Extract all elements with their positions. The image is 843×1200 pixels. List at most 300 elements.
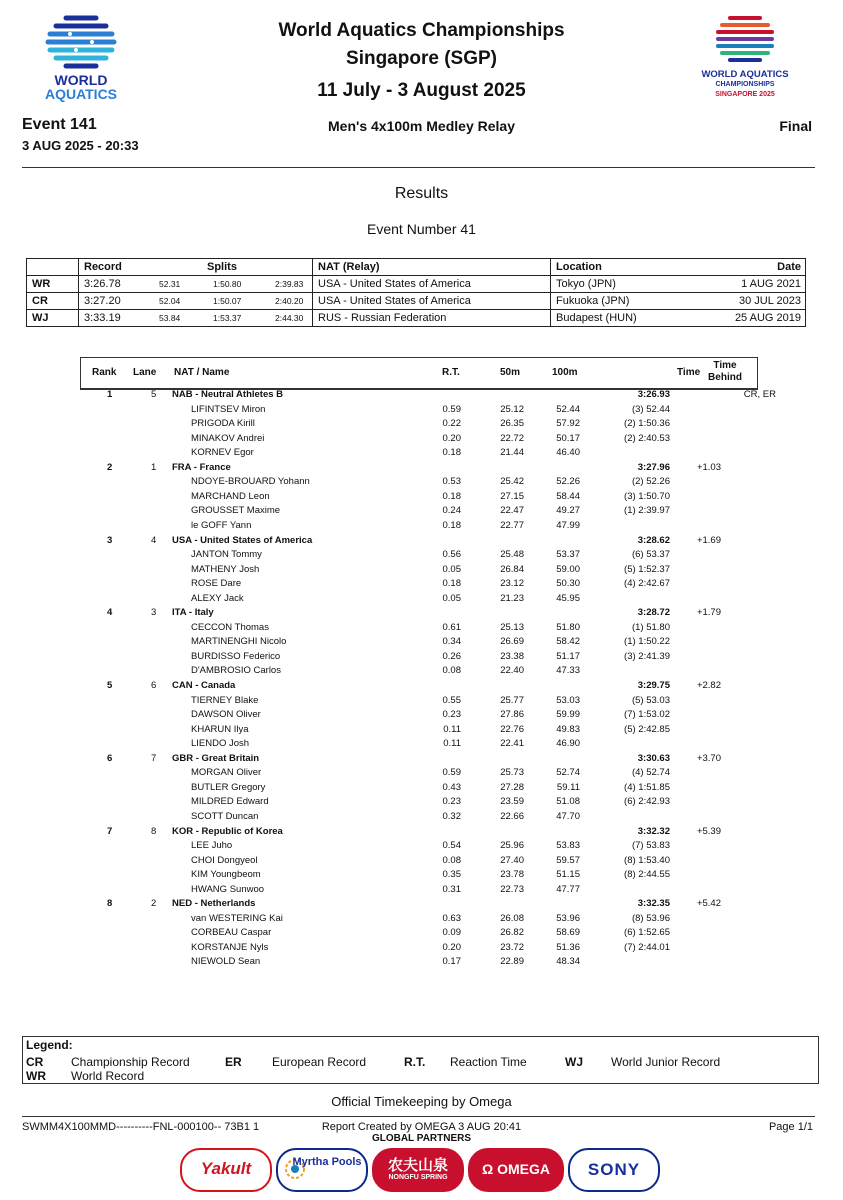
cumulative-split: (1) 1:50.22 <box>624 636 670 648</box>
reaction-time: 0.20 <box>442 432 461 444</box>
record-split-1: 52.31 <box>159 279 181 289</box>
split-50m: 26.84 <box>500 563 524 575</box>
team-row <box>0 535 843 549</box>
legend-code: CR <box>26 1055 44 1069</box>
team-time: 3:28.62 <box>637 534 670 546</box>
team-row <box>0 607 843 621</box>
split-100m: 53.37 <box>556 549 580 561</box>
cumulative-split: (6) 1:52.65 <box>624 927 670 939</box>
swimmer-row <box>0 811 843 825</box>
split-100m: 48.34 <box>556 956 580 968</box>
split-100m: 46.40 <box>556 447 580 459</box>
lane: 7 <box>151 752 157 764</box>
cumulative-split: (4) 52.74 <box>631 767 670 779</box>
team-time: 3:30.63 <box>637 752 670 764</box>
records-col-divider <box>78 259 79 326</box>
swimmer-name: JANTON Tommy <box>191 549 262 561</box>
records-header-record: Record <box>84 261 122 273</box>
reaction-time: 0.08 <box>442 854 461 866</box>
reaction-time: 0.56 <box>442 549 461 561</box>
swimmer-name: CECCON Thomas <box>191 621 269 633</box>
time-behind: +3.70 <box>696 752 721 764</box>
records-header <box>27 259 805 275</box>
team-name: NED - Netherlands <box>172 898 256 910</box>
split-50m: 23.78 <box>500 869 524 881</box>
swimmer-name: MILDRED Edward <box>191 796 269 808</box>
swimmer-row <box>0 593 843 607</box>
reaction-time: 0.32 <box>442 810 461 822</box>
legend-code: R.T. <box>404 1055 426 1069</box>
reaction-time: 0.11 <box>443 738 461 750</box>
col-nat-name: NAT / Name <box>174 367 230 378</box>
cumulative-split: (2) 1:50.36 <box>624 418 670 430</box>
split-100m: 58.44 <box>556 490 580 502</box>
split-50m: 23.12 <box>500 578 524 590</box>
legend-title: Legend: <box>26 1038 73 1052</box>
sponsor-yakult-text: Yakult <box>200 1159 252 1178</box>
rank: 1 <box>107 389 113 400</box>
swimmer-row <box>0 695 843 709</box>
swimmer-row <box>0 476 843 490</box>
split-100m: 52.44 <box>556 403 580 415</box>
swimmer-name: ROSE Dare <box>191 578 242 590</box>
split-100m: 51.17 <box>556 650 580 662</box>
record-split-2: 1:50.80 <box>213 279 242 289</box>
cumulative-split: (6) 2:42.93 <box>624 796 670 808</box>
time-behind: +5.42 <box>696 898 721 910</box>
cumulative-split: (2) 52.26 <box>631 476 670 488</box>
record-time: 3:33.19 <box>84 312 121 324</box>
swimmer-name: BURDISSO Federico <box>191 650 281 662</box>
swimmer-row <box>0 404 843 418</box>
swimmer-row <box>0 855 843 869</box>
team-row <box>0 680 843 694</box>
lane: 2 <box>151 898 157 910</box>
team-row <box>0 753 843 767</box>
swimmer-name: MARCHAND Leon <box>191 490 270 502</box>
sponsor-nongfu-english: NONGFU SPRING <box>388 1174 448 1181</box>
swimmer-name: KORSTANJE Nyls <box>191 941 269 953</box>
split-100m: 52.26 <box>556 476 580 488</box>
event-label: Event 141 <box>22 116 97 133</box>
split-50m: 21.44 <box>500 447 524 459</box>
reaction-time: 0.20 <box>442 941 461 953</box>
time-behind: +1.69 <box>696 534 721 546</box>
split-100m: 51.08 <box>556 796 580 808</box>
record-split-2: 1:53.37 <box>213 313 242 323</box>
record-nat: USA - United States of America <box>318 278 471 290</box>
swimmer-name: BUTLER Gregory <box>191 781 266 793</box>
document-code: SWMM4X100MMD----------FNL-000100-- 73B1 1 <box>22 1121 260 1133</box>
logo-text-singapore: SINGAPORE 2025 <box>715 91 775 98</box>
page-number: Page 1/1 <box>768 1121 813 1133</box>
swimmer-row <box>0 418 843 432</box>
split-50m: 26.82 <box>500 927 524 939</box>
team-name: FRA - France <box>172 461 231 473</box>
cumulative-split: (4) 1:51.85 <box>624 781 670 793</box>
reaction-time: 0.17 <box>442 956 461 968</box>
split-50m: 25.48 <box>500 549 524 561</box>
team-name: KOR - Republic of Korea <box>172 825 283 837</box>
lane: 5 <box>151 389 157 400</box>
cumulative-split: (5) 2:42.85 <box>624 723 670 735</box>
reaction-time: 0.22 <box>442 418 461 430</box>
split-50m: 22.41 <box>500 738 524 750</box>
swimmer-row <box>0 505 843 519</box>
split-100m: 47.70 <box>556 810 580 822</box>
col-lane: Lane <box>133 367 157 378</box>
swimmer-name: D'AMBROSIO Carlos <box>191 665 281 677</box>
split-100m: 47.99 <box>556 519 580 531</box>
split-50m: 25.42 <box>500 476 524 488</box>
rank: 7 <box>107 825 113 837</box>
cumulative-split: (7) 1:53.02 <box>624 709 670 721</box>
swimmer-name: le GOFF Yann <box>191 519 252 531</box>
record-row <box>27 309 805 327</box>
swimmer-row <box>0 767 843 781</box>
cumulative-split: (1) 51.80 <box>631 621 670 633</box>
record-split-3: 2:40.20 <box>275 296 304 306</box>
record-split-1: 52.04 <box>159 296 181 306</box>
record-date: 25 AUG 2019 <box>734 312 801 324</box>
cumulative-split: (8) 2:44.55 <box>624 869 670 881</box>
report-created: Report Created by OMEGA 3 AUG 20:41 <box>321 1121 522 1133</box>
split-100m: 49.83 <box>556 723 580 735</box>
reaction-time: 0.43 <box>442 781 461 793</box>
swimmer-row <box>0 520 843 534</box>
cumulative-split: (7) 2:44.01 <box>624 941 670 953</box>
rank: 3 <box>107 534 113 546</box>
reaction-time: 0.63 <box>442 912 461 924</box>
swimmer-name: DAWSON Oliver <box>191 709 261 721</box>
split-100m: 52.74 <box>556 767 580 779</box>
global-partners-label: GLOBAL PARTNERS <box>371 1133 472 1144</box>
swimmer-row <box>0 956 843 970</box>
split-50m: 21.23 <box>500 592 524 604</box>
col-rank: Rank <box>92 367 117 378</box>
split-50m: 22.73 <box>500 883 524 895</box>
reaction-time: 0.34 <box>442 636 461 648</box>
swimmer-name: MINAKOV Andrei <box>191 432 265 444</box>
reaction-time: 0.53 <box>442 476 461 488</box>
reaction-time: 0.23 <box>442 709 461 721</box>
split-50m: 22.66 <box>500 810 524 822</box>
record-date: 1 AUG 2021 <box>741 278 801 290</box>
team-time: 3:32.35 <box>637 898 670 910</box>
record-type: CR <box>32 295 48 307</box>
record-split-1: 53.84 <box>159 313 181 323</box>
cumulative-split: (4) 2:42.67 <box>624 578 670 590</box>
split-100m: 47.33 <box>556 665 580 677</box>
swimmer-name: LIENDO Josh <box>191 738 250 750</box>
col-time-behind-2: Behind <box>708 372 742 383</box>
sponsor-sony-logo <box>568 1148 660 1192</box>
cumulative-split: (5) 1:52.37 <box>624 563 670 575</box>
split-50m: 26.35 <box>500 418 524 430</box>
split-100m: 50.17 <box>556 432 580 444</box>
cumulative-split: (8) 1:53.40 <box>624 854 670 866</box>
split-100m: 58.69 <box>556 927 580 939</box>
records-col-divider <box>550 259 551 326</box>
swimmer-row <box>0 884 843 898</box>
team-time: 3:32.32 <box>637 825 670 837</box>
swimmer-name: MORGAN Oliver <box>191 767 262 779</box>
results-header <box>80 357 758 390</box>
lane: 8 <box>151 825 157 837</box>
rank: 2 <box>107 461 113 473</box>
split-100m: 49.27 <box>556 505 580 517</box>
split-50m: 22.72 <box>500 432 524 444</box>
rank: 8 <box>107 898 113 910</box>
split-100m: 59.11 <box>556 781 580 793</box>
swimmer-row <box>0 942 843 956</box>
championship-dates: 11 July - 3 August 2025 <box>317 80 526 101</box>
event-stage: Final <box>779 118 812 134</box>
cumulative-split: (1) 2:39.97 <box>624 505 670 517</box>
logo-text-aquatics: AQUATICS <box>44 86 118 102</box>
swimmer-row <box>0 709 843 723</box>
split-100m: 59.00 <box>556 563 580 575</box>
sponsor-omega-text: Ω OMEGA <box>481 1161 550 1177</box>
lane: 3 <box>151 607 157 619</box>
split-50m: 22.40 <box>500 665 524 677</box>
reaction-time: 0.05 <box>442 563 461 575</box>
swimmer-name: NIEWOLD Sean <box>191 956 261 968</box>
team-row <box>0 826 843 840</box>
swimmer-row <box>0 491 843 505</box>
record-time: 3:26.78 <box>84 278 121 290</box>
team-time: 3:28.72 <box>637 607 670 619</box>
split-50m: 26.08 <box>500 912 524 924</box>
swimmer-row <box>0 840 843 854</box>
split-100m: 51.15 <box>556 869 580 881</box>
team-name: ITA - Italy <box>172 607 214 619</box>
swimmer-name: van WESTERING Kai <box>191 912 283 924</box>
sponsor-yakult-logo <box>180 1148 272 1192</box>
cumulative-split: (7) 53.83 <box>631 840 670 852</box>
records-header-nat: NAT (Relay) <box>318 261 380 273</box>
legend-text: Championship Record <box>71 1055 190 1069</box>
time-behind: +5.39 <box>696 825 721 837</box>
team-time: 3:27.96 <box>637 461 670 473</box>
col-50m: 50m <box>500 367 521 378</box>
team-row <box>0 898 843 912</box>
split-50m: 26.69 <box>500 636 524 648</box>
official-timekeeping: Official Timekeeping by Omega <box>331 1094 512 1109</box>
reaction-time: 0.23 <box>442 796 461 808</box>
split-50m: 25.73 <box>500 767 524 779</box>
reaction-time: 0.05 <box>442 592 461 604</box>
swimmer-row <box>0 578 843 592</box>
split-50m: 25.12 <box>500 403 524 415</box>
swimmer-row <box>0 622 843 636</box>
time-behind: +2.82 <box>696 680 721 691</box>
sponsor-omega-logo <box>468 1148 564 1192</box>
swimmer-row <box>0 782 843 796</box>
record-location: Tokyo (JPN) <box>556 278 616 290</box>
col-time: Time <box>677 367 701 378</box>
record-row <box>27 292 805 310</box>
team-time: 3:29.75 <box>637 680 670 691</box>
split-50m: 23.59 <box>500 796 524 808</box>
sponsor-nongfu-chinese: 农夫山泉 <box>387 1157 448 1174</box>
lane: 6 <box>151 680 157 691</box>
swimmer-name: HWANG Sunwoo <box>191 883 265 895</box>
swimmer-name: NDOYE-BROUARD Yohann <box>191 476 310 488</box>
cumulative-split: (3) 1:50.70 <box>624 490 670 502</box>
swimmer-row <box>0 433 843 447</box>
split-50m: 23.72 <box>500 941 524 953</box>
split-100m: 51.36 <box>556 941 580 953</box>
split-50m: 25.13 <box>500 621 524 633</box>
split-100m: 57.92 <box>556 418 580 430</box>
swimmer-name: KORNEV Egor <box>191 447 254 459</box>
reaction-time: 0.24 <box>442 505 461 517</box>
col-reaction-time: R.T. <box>442 367 460 378</box>
time-behind: +1.03 <box>696 461 721 473</box>
split-100m: 53.96 <box>556 912 580 924</box>
records-table <box>26 258 806 327</box>
record-date: 30 JUL 2023 <box>739 295 801 307</box>
legend-code: WR <box>26 1069 46 1083</box>
logo-text-world-aquatics: WORLD AQUATICS <box>701 69 789 80</box>
col-time-behind-1: Time <box>713 360 737 371</box>
swimmer-name: GROUSSET Maxime <box>191 505 281 517</box>
records-header-location: Location <box>556 261 602 273</box>
team-name: USA - United States of America <box>172 534 313 546</box>
split-100m: 47.77 <box>556 883 580 895</box>
swimmer-name: CHOI Dongyeol <box>191 854 258 866</box>
swimmer-name: ALEXY Jack <box>191 592 244 604</box>
reaction-time: 0.31 <box>442 883 461 895</box>
swimmer-row <box>0 564 843 578</box>
record-row <box>27 275 805 293</box>
legend-box <box>22 1036 819 1084</box>
records-header-date: Date <box>777 261 801 273</box>
legend-text: World Junior Record <box>611 1055 721 1069</box>
swimmer-name: KIM Youngbeom <box>191 869 261 881</box>
split-100m: 59.99 <box>556 709 580 721</box>
team-row <box>0 389 843 403</box>
swimmer-row <box>0 724 843 738</box>
split-50m: 27.40 <box>500 854 524 866</box>
event-datetime: 3 AUG 2025 - 20:33 <box>22 138 139 153</box>
sponsor-myrtha-text: Myrtha Pools <box>292 1156 362 1168</box>
event-name: Men's 4x100m Medley Relay <box>328 118 515 134</box>
sponsor-sony-text: SONY <box>587 1160 641 1179</box>
sponsor-myrtha-logo <box>276 1148 368 1192</box>
split-100m: 58.42 <box>556 636 580 648</box>
swimmer-name: PRIGODA Kirill <box>191 418 255 430</box>
record-time: 3:27.20 <box>84 295 121 307</box>
swimmer-name: CORBEAU Caspar <box>191 927 272 939</box>
reaction-time: 0.59 <box>442 403 461 415</box>
championships-logo <box>700 14 790 110</box>
sponsor-nongfu-logo <box>372 1148 464 1192</box>
record-split-3: 2:39.83 <box>275 279 304 289</box>
split-50m: 22.77 <box>500 519 524 531</box>
split-100m: 53.03 <box>556 694 580 706</box>
split-50m: 23.38 <box>500 650 524 662</box>
lane: 4 <box>151 534 157 546</box>
swimmer-row <box>0 665 843 679</box>
legend-text: European Record <box>272 1055 367 1069</box>
swimmer-name: TIERNEY Blake <box>191 694 259 706</box>
split-50m: 27.86 <box>500 709 524 721</box>
rank: 5 <box>107 680 113 691</box>
record-location: Budapest (HUN) <box>556 312 637 324</box>
reaction-time: 0.18 <box>442 519 461 531</box>
team-name: GBR - Great Britain <box>172 752 260 764</box>
split-50m: 22.76 <box>500 723 524 735</box>
split-100m: 46.90 <box>556 738 580 750</box>
header-divider <box>22 167 815 168</box>
reaction-time: 0.18 <box>442 447 461 459</box>
lane: 1 <box>151 461 157 473</box>
record-location: Fukuoka (JPN) <box>556 295 630 307</box>
split-50m: 25.77 <box>500 694 524 706</box>
record-split-3: 2:44.30 <box>275 313 304 323</box>
legend-text: World Record <box>71 1069 145 1083</box>
team-name: CAN - Canada <box>172 680 236 691</box>
swimmer-name: KHARUN Ilya <box>191 723 249 735</box>
swimmer-name: SCOTT Duncan <box>191 810 259 822</box>
record-nat: RUS - Russian Federation <box>318 312 447 324</box>
cumulative-split: (3) 52.44 <box>631 403 670 415</box>
cumulative-split: (5) 53.03 <box>631 694 670 706</box>
team-row <box>0 462 843 476</box>
swimmer-row <box>0 796 843 810</box>
reaction-time: 0.18 <box>442 578 461 590</box>
footer-divider <box>22 1116 815 1117</box>
split-50m: 22.47 <box>500 505 524 517</box>
event-number: Event Number 41 <box>367 221 476 237</box>
time-behind: +1.79 <box>696 607 721 619</box>
record-type: WR <box>32 278 51 290</box>
cumulative-split: (6) 53.37 <box>631 549 670 561</box>
split-100m: 53.83 <box>556 840 580 852</box>
reaction-time: 0.26 <box>442 650 461 662</box>
records-col-divider <box>312 259 313 326</box>
team-name: NAB - Neutral Athletes B <box>172 389 284 400</box>
reaction-time: 0.61 <box>442 621 461 633</box>
record-note: CR, ER <box>743 389 776 400</box>
record-nat: USA - United States of America <box>318 295 471 307</box>
logo-text-world: WORLD <box>54 72 108 88</box>
split-100m: 59.57 <box>556 854 580 866</box>
cumulative-split: (8) 53.96 <box>631 912 670 924</box>
split-100m: 45.95 <box>556 592 580 604</box>
cumulative-split: (2) 2:40.53 <box>624 432 670 444</box>
reaction-time: 0.11 <box>443 723 461 735</box>
record-type: WJ <box>32 312 49 324</box>
legend-code: WJ <box>565 1055 583 1069</box>
split-100m: 50.30 <box>556 578 580 590</box>
championships-emblem-icon <box>700 14 790 64</box>
records-header-splits: Splits <box>207 261 237 273</box>
legend-text: Reaction Time <box>450 1055 527 1069</box>
championship-title: World Aquatics Championships <box>278 20 565 41</box>
results-body <box>0 389 843 969</box>
swimmer-row <box>0 636 843 650</box>
reaction-time: 0.59 <box>442 767 461 779</box>
team-time: 3:26.93 <box>637 389 670 400</box>
split-50m: 27.15 <box>500 490 524 502</box>
split-100m: 51.80 <box>556 621 580 633</box>
cumulative-split: (3) 2:41.39 <box>624 650 670 662</box>
swimmer-name: MARTINENGHI Nicolo <box>191 636 287 648</box>
split-50m: 22.89 <box>500 956 524 968</box>
